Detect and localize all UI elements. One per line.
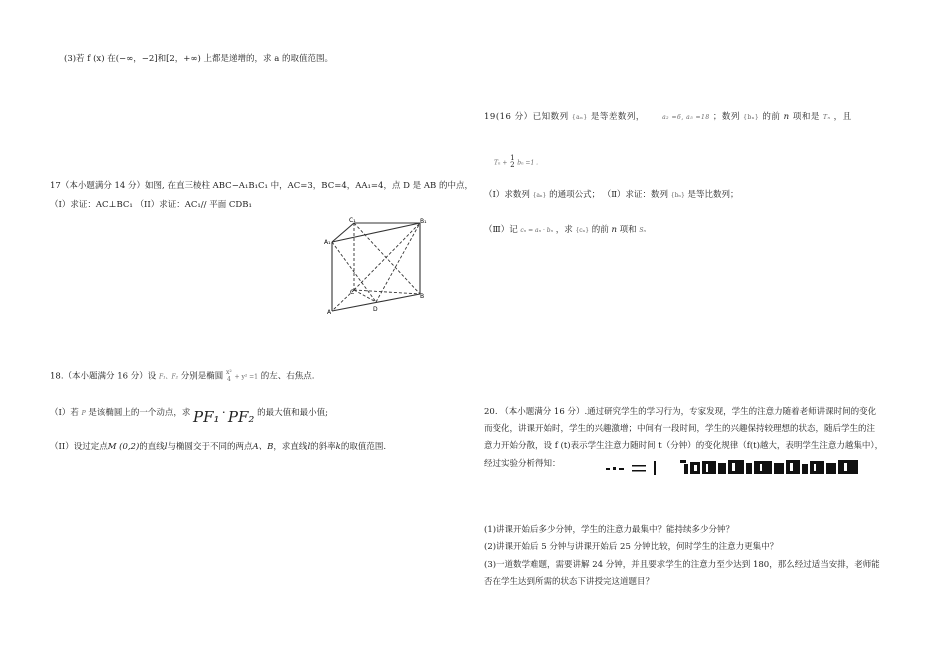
half-den: 2 — [510, 161, 515, 169]
q19-l4-s: Sₙ — [639, 227, 646, 234]
q19-line3 — [484, 189, 739, 202]
q20-line1: 20. （本小题满分 16 分）.通过研究学生的学习行为，专家发现，学生的注意力随着老师讲课时间的变化 — [484, 407, 877, 417]
label-b1: B₁ — [420, 218, 427, 225]
q16-part3: (3)若 f (x) 在(−∞，−2]和[2，+∞) 上都是递增的，求 a 的取值范围。 — [64, 54, 334, 64]
q18-p2-k: k — [335, 442, 341, 452]
q18-p2-m: M (0,2) — [107, 442, 140, 452]
half-fraction — [510, 155, 514, 169]
q19-bn: {bₙ} — [743, 114, 760, 121]
q18-foci: F₁、F₂ — [158, 373, 179, 381]
q20-sub2: (2)讲课开始后 5 分钟与讲课开始后 25 分钟比较，何时学生的注意力更集中？ — [484, 542, 779, 552]
q19-l3-c: 是等比数列； — [687, 190, 739, 200]
q18-p2-d: ，求直线 — [273, 442, 308, 452]
label-d: D — [373, 306, 378, 313]
q19-l2-t: Tₙ + — [494, 159, 508, 167]
ellipse-num: x² — [226, 369, 232, 376]
q19-l4-cset: {cₙ} — [575, 227, 590, 234]
q19-l4-c: 的前 — [591, 225, 609, 235]
q19-l1-e: 项和是 — [792, 112, 820, 122]
q18-header-b: 分别是椭圆 — [180, 371, 224, 382]
q19-tn: Tₙ — [823, 114, 831, 121]
q18-p1-a: （I）若 — [50, 408, 79, 418]
q20-line4: 经过实验分析得知： — [484, 459, 561, 469]
q19-line1 — [484, 111, 852, 124]
q18-part2 — [50, 441, 386, 453]
q20-line3: 意力开始分散，设 f (t)表示学生注意力随时间 t（分钟）的变化规律（f(t)越大，表明学生注意力越集中）， — [484, 441, 884, 451]
q19-l1-f: ，且 — [833, 112, 852, 122]
q17-parts: （I）求证：AC⊥BC₁ （II）求证：AC₁// 平面 CDB₁ — [50, 200, 252, 210]
q19-l2-b: bₙ =1 . — [517, 159, 539, 167]
q19-l4-cn: cₙ = aₙ · bₙ — [520, 227, 554, 234]
q20-line2: 而变化，讲课开始时，学生的兴趣激增；中间有一段时间，学生的兴趣保持较理想的状态，随后学生的注 — [484, 424, 876, 434]
q19-line4 — [484, 224, 646, 237]
q19-l4-n: n — [611, 225, 617, 235]
q20-sub1: (1)讲课开始后多少分钟，学生的注意力最集中？能持续多少分钟？ — [484, 525, 735, 535]
q18-p2-c: 与椭圆交于不同的两点 — [167, 442, 253, 452]
ellipse-rest: + y² =1 — [234, 373, 258, 381]
ellipse-fraction — [226, 369, 232, 383]
half-num: 1 — [510, 154, 515, 162]
q18-p2-f: 的取值范围. — [340, 442, 387, 452]
q19-l1-d: 的前 — [762, 112, 781, 122]
q18-p1-b: 是该椭圆上的一个动点，求 — [88, 408, 191, 418]
q18-part1 — [50, 404, 329, 426]
dot-product-sign: · — [222, 408, 226, 418]
label-a: A — [327, 309, 332, 314]
q18-p2-l2: l — [307, 442, 311, 452]
q18-p1-c: 的最大值和最小值; — [257, 408, 329, 418]
q18-header — [50, 369, 314, 384]
q19-an: {aₙ} — [571, 114, 588, 121]
q19-l1-c: ；数列 — [712, 112, 740, 122]
q18-header-a: 18.（本小题满分 16 分）设 — [50, 371, 157, 382]
q19-l3-bn: {bₙ} — [670, 192, 685, 199]
q19-l3-b: 的通项公式； （Ⅱ）求证：数列 — [549, 190, 669, 200]
q19-l3-an: {aₙ} — [532, 192, 547, 199]
q18-p2-e: 的斜率 — [310, 442, 336, 452]
q19-l1-b: 是等差数列， — [590, 112, 645, 122]
q20-sub3a: (3)一道数学难题，需要讲解 24 分钟，并且要求学生的注意力至少达到 180，那么经过适当安排，老师能 — [484, 560, 880, 570]
q18-p2-a: （II）设过定点 — [50, 442, 108, 452]
q19-line2 — [494, 155, 538, 170]
q20-sub3b: 否在学生达到所需的状态下讲授完这道题目？ — [484, 577, 655, 587]
q19-n: n — [783, 112, 790, 122]
label-a1: A₁ — [324, 239, 331, 246]
q19-l1-a: 19(16 分）已知数列 — [484, 112, 569, 122]
label-c: C — [350, 289, 355, 296]
q19-l4-a: （Ⅲ）记 — [484, 225, 518, 235]
prism-figure — [324, 214, 434, 314]
q19-cond: a₂ =6, a₅ =18 — [662, 114, 710, 121]
q19-l4-b: ，求 — [555, 225, 573, 235]
q17-header: 17（本小题满分 14 分）如图, 在直三棱柱 ABC−A₁B₁C₁ 中，AC=3，BC=4，AA₁=4，点 D 是 AB 的中点， — [50, 181, 473, 191]
q19-l4-d: 项和 — [619, 225, 637, 235]
q18-p1-p: P — [81, 410, 86, 417]
label-c1: C₁ — [349, 217, 356, 224]
vector-pf1: PF₁ — [193, 408, 220, 426]
q18-p2-b: 的直线 — [139, 442, 165, 452]
q19-l3-a: （Ⅰ）求数列 — [484, 190, 530, 200]
label-b: B — [420, 293, 425, 300]
garbled-formula-image — [604, 457, 864, 479]
q18-p2-l: l — [164, 442, 168, 452]
vector-pf2: PF₂ — [227, 408, 255, 426]
ellipse-den: 4 — [227, 376, 231, 383]
q18-header-c: 的左、右焦点. — [260, 371, 315, 382]
q18-p2-ab: A、B — [252, 442, 274, 452]
